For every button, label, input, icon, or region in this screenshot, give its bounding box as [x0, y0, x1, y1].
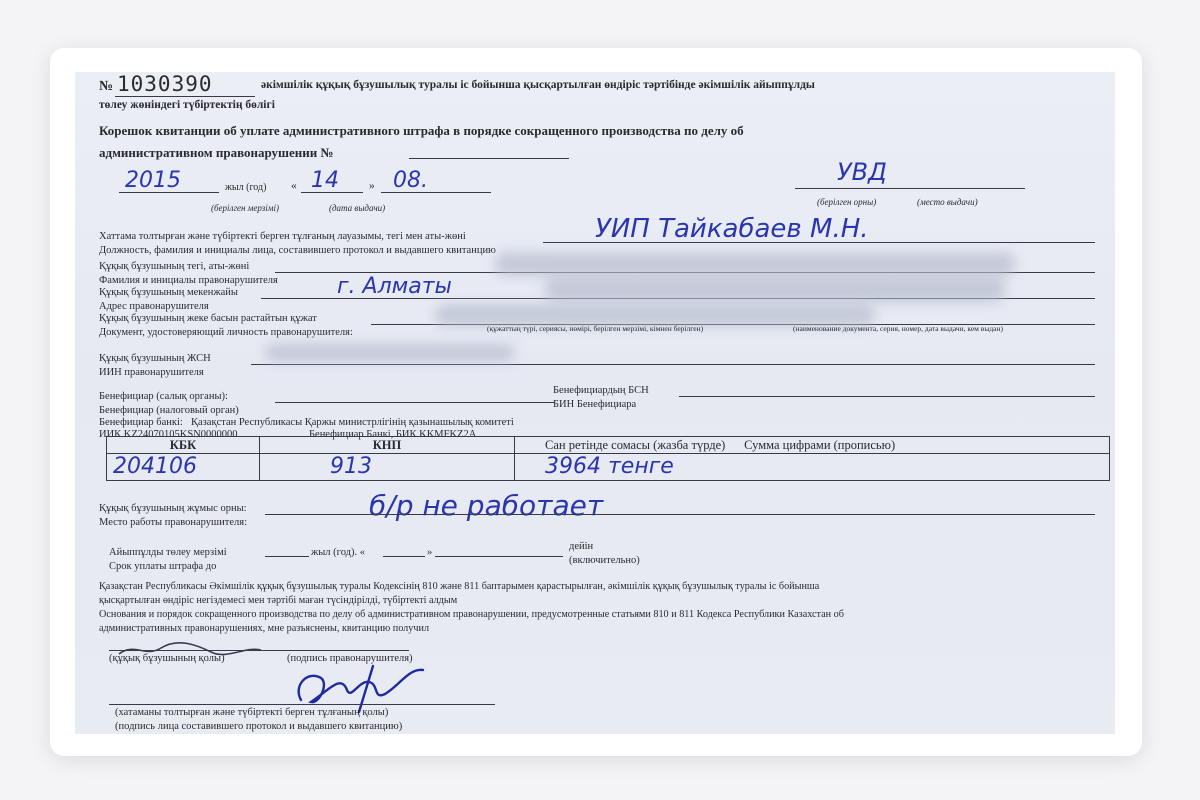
officer-signature-caption-ru: (подпись лица составившего протокол и выдавшего квитанцию)	[115, 721, 403, 732]
form-title-kz-2: төлеу жөніндегі түбіртектің бөлігі	[99, 99, 275, 111]
payment-table	[106, 436, 1110, 481]
redacted-document	[435, 304, 875, 326]
workplace-handwritten: б/р не работает	[369, 489, 604, 522]
violator-signature-caption-ru: (подпись правонарушителя)	[287, 653, 413, 664]
officer-signature	[289, 660, 439, 714]
issue-place-handwritten: УВД	[837, 158, 887, 186]
deadline-until-ru: (включительно)	[569, 555, 640, 566]
violator-iin-label-ru: ИИН правонарушителя	[99, 367, 204, 378]
issue-month-handwritten: 08.	[393, 168, 428, 193]
deadline-quote-close: »	[427, 547, 433, 558]
deadline-label-kz: Айыппұлды төлеу мерзімі	[109, 547, 227, 558]
statement-kz-1: Қазақстан Республикасы Әкімшілік құқық бұзушылық туралы Кодексінің 810 және 811 баптарымен қарастырылған, әкімшілік құқық бұзушылық туралы іс бойынша	[99, 581, 820, 592]
violator-iin-label-kz: Құқық бұзушының ЖСН	[99, 353, 211, 364]
kbk-value-handwritten: 204106	[113, 454, 197, 479]
issue-open-quote: «	[291, 180, 297, 192]
beneficiary-bin-ru: БИН Бенефициара	[553, 399, 637, 410]
beneficiary-bik: Бенефициар Банкі, БИК KKMFKZ2A	[309, 429, 477, 440]
officer-label-kz: Хаттама толтырған және түбіртекті берген тұлғаның лауазымы, тегі мен аты-жөні	[99, 231, 466, 242]
workplace-label-ru: Место работы правонарушителя:	[99, 517, 247, 528]
redacted-address	[545, 276, 1005, 302]
receipt-document	[75, 72, 1115, 734]
workplace-label-kz: Құқық бұзушының жұмыс орны:	[99, 503, 247, 514]
form-number: 1030390	[117, 72, 213, 96]
form-title-kz-1: әкімшілік құқық бұзушылық туралы іс бойынша қысқартылған өндіріс тәртібінде әкімшілік айыппұлды	[261, 79, 815, 91]
amount-header-kz: Сан ретінде сомасы (жазба түрде)	[545, 437, 726, 452]
issue-date-caption-ru: (дата выдачи)	[329, 203, 386, 213]
amount-value-handwritten: 3964 тенге	[545, 454, 674, 479]
kbk-value-cell	[107, 454, 260, 481]
beneficiary-label-kz: Бенефициар (салық органы):	[99, 391, 228, 402]
statement-ru-2: административных правонарушениях, мне разъяснены, квитанцию получил	[99, 623, 430, 634]
issue-date-caption-kz: (берілген мерзімі)	[211, 203, 280, 213]
issue-year-label: жыл (год)	[225, 182, 267, 193]
deadline-label-ru: Срок уплаты штрафа до	[109, 561, 217, 572]
knp-header: КНП	[260, 437, 515, 454]
statement-ru-1: Основания и порядок сокращенного производства по делу об административном правонарушении, предусмотренные статьями 810 и 811 Кодекса Республики Казахстан об	[99, 609, 844, 620]
violator-address-handwritten: г. Алматы	[337, 274, 452, 299]
kbk-header: КБК	[107, 437, 260, 454]
beneficiary-iik: ИИК KZ24070105KSN0000000	[99, 429, 238, 440]
issue-close-quote: »	[369, 180, 375, 192]
amount-header	[515, 437, 1110, 454]
violator-address-label-kz: Құқық бұзушының мекенжайы	[99, 287, 238, 298]
violator-name-label-kz: Құқық бұзушының тегі, аты-жөні	[99, 261, 250, 272]
beneficiary-label-ru: Бенефициар (налоговый орган)	[99, 405, 239, 416]
officer-label-ru: Должность, фамилия и инициалы лица, составившего протокол и выдавшего квитанцию	[99, 245, 496, 256]
knp-value-cell	[260, 454, 515, 481]
beneficiary-bsn-kz: Бенефициардың БСН	[553, 385, 649, 396]
beneficiary-bank-label: Бенефициар банкі:	[99, 417, 183, 428]
statement-kz-2: қысқартылған өндіріс негіздемесі мен тәртібі маған түсіндірілді, түбіртекті алдым	[99, 595, 458, 606]
form-title-ru-2: административном правонарушении №	[99, 145, 334, 160]
form-number-prefix: №	[99, 79, 114, 94]
violator-address-label-ru: Адрес правонарушителя	[99, 301, 209, 312]
amount-value-cell	[515, 454, 1110, 481]
violator-doc-label-kz: Құқық бұзушының жеке басын растайтын құжат	[99, 313, 317, 324]
issue-place-caption-kz: (берілген орны)	[817, 197, 877, 207]
violator-name-label-ru: Фамилия и инициалы правонарушителя	[99, 275, 278, 286]
redacted-violator-name	[495, 252, 1015, 276]
issue-day-handwritten: 14	[311, 168, 339, 193]
officer-name-handwritten: УИП Тайкабаев М.Н.	[595, 214, 869, 244]
beneficiary-bank-name: Қазақстан Республикасы Қаржы министрлігінің қазынашылық комитеті	[191, 417, 514, 428]
knp-value-handwritten: 913	[330, 454, 372, 479]
violator-signature-caption-kz: (құқық бұзушының қолы)	[109, 653, 225, 664]
violator-doc-caption-kz: (құжаттың түрі, сериясы, нөмірі, берілген мерзімі, кімнен берілген)	[487, 324, 704, 333]
officer-signature-caption-kz: (хатаманы толтырған және түбіртекті берген тұлғаның қолы)	[115, 707, 389, 718]
issue-year-handwritten: 2015	[125, 168, 181, 193]
violator-doc-caption-ru: (наименование документа, серия, номер, дата выдачи, кем выдан)	[793, 324, 1004, 333]
violator-doc-label-ru: Документ, удостоверяющий личность правонарушителя:	[99, 327, 353, 338]
issue-place-caption-ru: (место выдачи)	[917, 197, 978, 207]
form-title-ru-1: Корешок квитанции об уплате административного штрафа в порядке сокращенного производства по делу об	[99, 123, 744, 138]
amount-header-ru: Сумма цифрами (прописью)	[744, 437, 896, 452]
deadline-until-kz: дейін	[569, 541, 594, 552]
deadline-year-label: жыл (год). «	[311, 547, 366, 558]
redacted-iin	[265, 344, 515, 362]
